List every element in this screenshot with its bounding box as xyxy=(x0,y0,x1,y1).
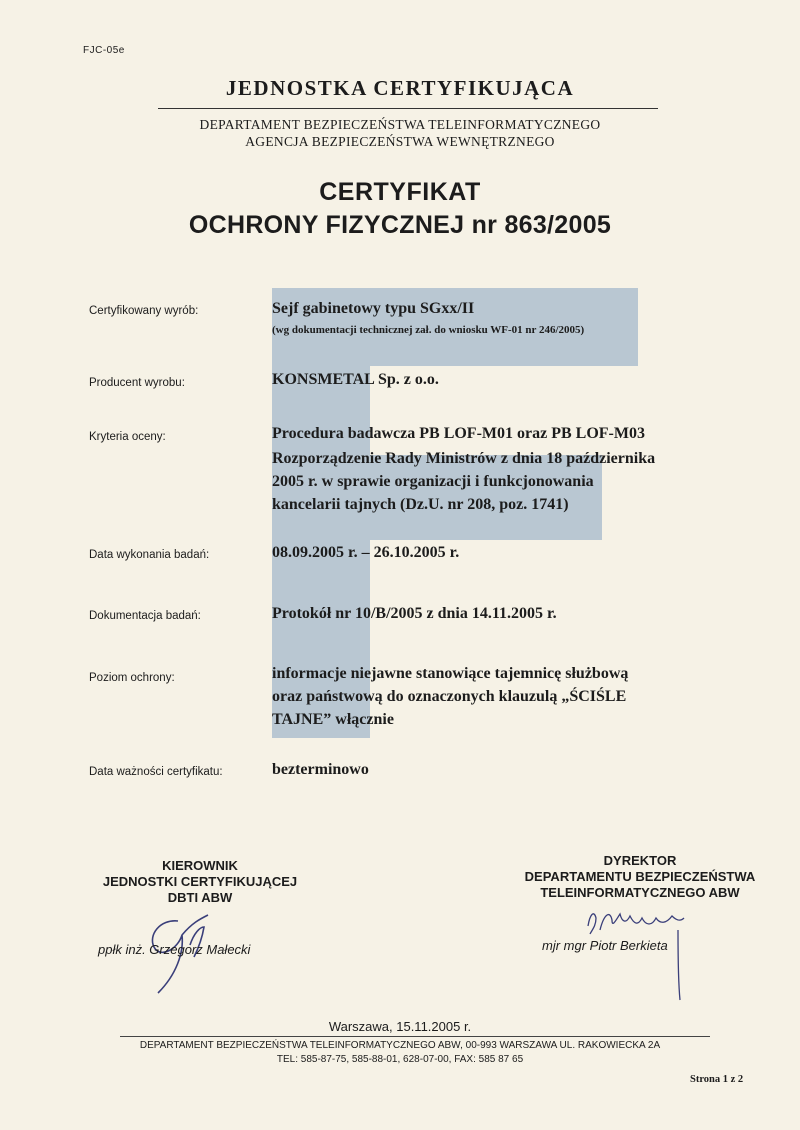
unit-title: JEDNOSTKA CERTYFIKUJĄCA xyxy=(225,76,575,100)
right-signatory-title xyxy=(490,853,790,901)
form-code: FJC-05e xyxy=(83,45,125,56)
test-date-value: 08.09.2005 r. – 26.10.2005 r. xyxy=(272,544,460,561)
criteria-label: Kryteria oceny: xyxy=(89,431,166,443)
left-title-line-1: KIEROWNIK xyxy=(162,858,238,873)
footer-address: DEPARTAMENT BEZPIECZEŃSTWA TELEINFORMATYCZNEGO ABW, 00-993 WARSZAWA UL. RAKOWIECKA 2A xyxy=(139,1040,661,1051)
left-title-line-2: JEDNOSTKI CERTYFIKUJĄCEJ xyxy=(102,874,298,889)
left-signatory-name: ppłk inż. Grzegorz Małecki xyxy=(98,942,251,957)
product-value: Sejf gabinetowy typu SGxx/II xyxy=(272,300,475,317)
right-signatory-name: mjr mgr Piotr Berkieta xyxy=(542,938,668,953)
protection-level-line-2: oraz państwową do oznaczonych klauzulą „ŚCIŚLE xyxy=(272,688,627,705)
page-number: Strona 1 z 2 xyxy=(690,1074,744,1085)
product-label: Certyfikowany wyrób: xyxy=(89,305,199,317)
product-note: (wg dokumentacji technicznej zał. do wniosku WF-01 nr 246/2005) xyxy=(272,324,585,336)
certificate-subtitle: OCHRONY FIZYCZNEJ nr 863/2005 xyxy=(188,211,612,239)
right-handwritten-signature xyxy=(582,900,692,1010)
certificate-title: CERTYFIKAT xyxy=(319,178,481,206)
department-name: DEPARTAMENT BEZPIECZEŃSTWA TELEINFORMATYCZNEGO xyxy=(199,117,601,132)
criteria-line-3: 2005 r. w sprawie organizacji i funkcjonowania xyxy=(272,473,594,490)
protection-level-label: Poziom ochrony: xyxy=(89,672,175,684)
criteria-line-2: Rozporządzenie Rady Ministrów z dnia 18 października xyxy=(272,450,656,467)
test-docs-label: Dokumentacja badań: xyxy=(89,610,201,622)
right-title-line-3: TELEINFORMATYCZNEGO ABW xyxy=(540,885,740,900)
criteria-line-1: Procedura badawcza PB LOF-M01 oraz PB LOF-M03 xyxy=(272,425,645,442)
left-title-line-3: DBTI ABW xyxy=(167,890,233,905)
right-title-line-2: DEPARTAMENTU BEZPIECZEŃSTWA xyxy=(524,869,756,884)
agency-name: AGENCJA BEZPIECZEŃSTWA WEWNĘTRZNEGO xyxy=(245,134,555,149)
producer-value: KONSMETAL Sp. z o.o. xyxy=(272,371,439,388)
producer-label: Producent wyrobu: xyxy=(89,377,185,389)
validity-label: Data ważności certyfikatu: xyxy=(89,766,223,778)
test-date-label: Data wykonania badań: xyxy=(89,549,210,561)
left-signatory-title xyxy=(60,858,340,906)
protection-level-line-1: informacje niejawne stanowiące tajemnicę służbową xyxy=(272,665,629,682)
test-docs-value: Protokół nr 10/B/2005 z dnia 14.11.2005 r. xyxy=(272,605,557,622)
criteria-line-4: kancelarii tajnych (Dz.U. nr 208, poz. 1741) xyxy=(272,496,569,513)
place-and-date: Warszawa, 15.11.2005 r. xyxy=(328,1019,472,1034)
right-title-line-1: DYREKTOR xyxy=(603,853,677,868)
footer-rule xyxy=(120,1036,710,1037)
footer-contacts: TEL: 585-87-75, 585-88-01, 628-07-00, FAX: 585 87 65 xyxy=(276,1054,524,1065)
validity-value: bezterminowo xyxy=(272,761,369,778)
protection-level-line-3: TAJNE” włącznie xyxy=(272,711,394,728)
header-rule xyxy=(158,108,658,109)
